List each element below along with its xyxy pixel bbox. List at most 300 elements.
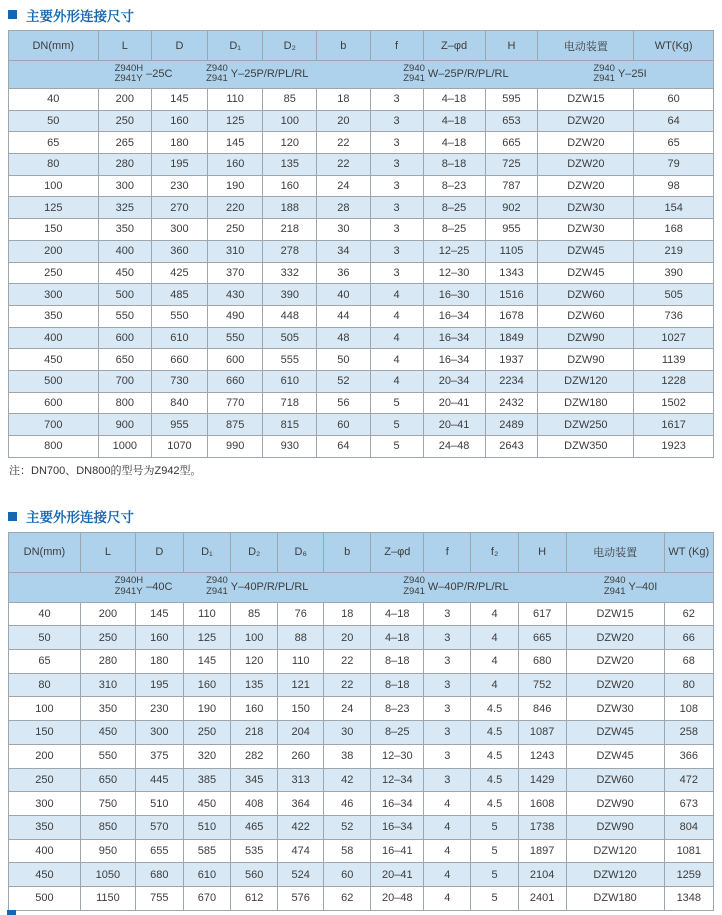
table-cell: 195: [135, 673, 183, 697]
section-title-text: 主要外形连接尺寸: [26, 8, 134, 24]
table-cell: 4–18: [423, 110, 485, 132]
table-cell: 650: [98, 349, 152, 371]
table-cell: 840: [152, 392, 208, 414]
table-cell: 280: [80, 650, 135, 674]
table-cell: 500: [9, 886, 81, 910]
section-title-text: 主要外形连接尺寸: [26, 510, 134, 526]
table-cell: 755: [135, 886, 183, 910]
column-header: 电动装置: [538, 31, 634, 61]
table-cell: 22: [324, 650, 371, 674]
table-cell: 4.5: [471, 744, 518, 768]
table-cell: 474: [278, 839, 324, 863]
table-cell: 1081: [664, 839, 713, 863]
table-cell: 1087: [518, 721, 566, 745]
table-cell: 655: [135, 839, 183, 863]
table-cell: 204: [278, 721, 324, 745]
table-cell: 2104: [518, 863, 566, 887]
dimensions-table-pn25: [8, 30, 714, 458]
column-header: L: [80, 532, 135, 572]
table-cell: 125: [9, 197, 99, 219]
table-cell: 1429: [518, 768, 566, 792]
table-cell: 38: [324, 744, 371, 768]
table-cell: 900: [98, 414, 152, 436]
model-designation-row: [9, 572, 714, 602]
model-code: Z940: [603, 575, 626, 587]
table-note: 注：DN700、DN800的型号为Z942型。: [9, 464, 202, 477]
table-cell: 902: [485, 197, 538, 219]
table-cell: 66: [664, 626, 713, 650]
table-cell: 50: [9, 110, 99, 132]
table-cell: DZW350: [538, 436, 634, 458]
table-cell: 4: [370, 284, 423, 306]
table-cell: 200: [9, 240, 99, 262]
column-header: H: [485, 31, 538, 61]
table-cell: 8–25: [423, 197, 485, 219]
table-cell: 4.5: [471, 697, 518, 721]
table-cell: 160: [183, 673, 230, 697]
table-cell: 846: [518, 697, 566, 721]
table-cell: 5: [370, 414, 423, 436]
table-cell: DZW20: [566, 650, 664, 674]
model-designation-row: [9, 61, 714, 89]
table-cell: 550: [80, 744, 135, 768]
table-cell: 660: [207, 370, 263, 392]
table-cell: 219: [634, 240, 714, 262]
table-cell: 20–41: [371, 863, 424, 887]
table-cell: 673: [664, 792, 713, 816]
table-cell: 168: [634, 219, 714, 241]
column-header: b: [324, 532, 371, 572]
table-cell: 85: [231, 602, 278, 626]
table-cell: 325: [98, 197, 152, 219]
table-cell: 1243: [518, 744, 566, 768]
table-cell: 450: [183, 792, 230, 816]
model-code: Z941: [206, 586, 228, 598]
table-cell: 18: [324, 602, 371, 626]
table-cell: 1050: [80, 863, 135, 887]
table-cell: 400: [98, 240, 152, 262]
table-cell: 64: [317, 436, 371, 458]
table-cell: 445: [135, 768, 183, 792]
table-cell: 524: [278, 863, 324, 887]
table-cell: 20: [317, 110, 371, 132]
table-cell: 20: [324, 626, 371, 650]
table-row: [9, 305, 714, 327]
next-section-bullet-icon: [7, 910, 16, 915]
table-cell: 850: [80, 815, 135, 839]
section-pn40: [8, 508, 714, 911]
table-cell: 600: [98, 327, 152, 349]
column-header: L: [98, 31, 152, 61]
table-cell: 725: [485, 154, 538, 176]
table-cell: 4.5: [471, 721, 518, 745]
table-cell: 375: [135, 744, 183, 768]
table-cell: 52: [324, 815, 371, 839]
table-cell: 510: [183, 815, 230, 839]
table-cell: 8–23: [423, 175, 485, 197]
table-cell: 160: [231, 697, 278, 721]
column-header: DN(mm): [9, 532, 81, 572]
model-suffix: W–40P/R/PL/RL: [427, 581, 509, 594]
table-cell: 24–48: [423, 436, 485, 458]
table-cell: 154: [634, 197, 714, 219]
table-cell: 8–25: [423, 219, 485, 241]
table-cell: 5: [471, 815, 518, 839]
column-header: b: [317, 31, 371, 61]
table-cell: 448: [263, 305, 317, 327]
table-cell: 510: [135, 792, 183, 816]
table-cell: 313: [278, 768, 324, 792]
table-cell: 660: [152, 349, 208, 371]
table-row: [9, 863, 714, 887]
model-code: Z941: [603, 586, 626, 598]
column-header: D₂: [231, 532, 278, 572]
table-cell: 3: [424, 768, 471, 792]
model-designation: [593, 64, 646, 86]
table-row: [9, 721, 714, 745]
column-header: D: [152, 31, 208, 61]
table-cell: 576: [278, 886, 324, 910]
model-designation: [115, 64, 173, 86]
table-cell: 300: [152, 219, 208, 241]
table-cell: 1617: [634, 414, 714, 436]
table-cell: 79: [634, 154, 714, 176]
table-cell: 160: [207, 154, 263, 176]
table-cell: 218: [231, 721, 278, 745]
model-designation: [206, 576, 308, 598]
table-cell: 550: [152, 305, 208, 327]
catalog-page: [0, 6, 722, 911]
model-code: Z941Y: [114, 73, 143, 85]
column-header: f₂: [471, 532, 518, 572]
table-cell: 125: [183, 626, 230, 650]
table-cell: 390: [263, 284, 317, 306]
table-cell: 1000: [98, 436, 152, 458]
table-cell: 34: [317, 240, 371, 262]
table-cell: 180: [135, 650, 183, 674]
table-cell: 350: [80, 697, 135, 721]
table-cell: DZW120: [566, 839, 664, 863]
table-cell: 145: [135, 602, 183, 626]
table-cell: 150: [9, 721, 81, 745]
table-cell: 52: [317, 370, 371, 392]
table-cell: 278: [263, 240, 317, 262]
table-cell: 3: [370, 219, 423, 241]
table-cell: 12–34: [371, 768, 424, 792]
model-suffix: Y–25P/R/PL/RL: [230, 68, 309, 81]
table-cell: 3: [424, 697, 471, 721]
table-cell: DZW20: [538, 154, 634, 176]
table-cell: 85: [263, 89, 317, 111]
table-cell: 12–25: [423, 240, 485, 262]
model-suffix: W–25P/R/PL/RL: [427, 68, 509, 81]
table-cell: 65: [9, 132, 99, 154]
table-row: [9, 414, 714, 436]
table-cell: 20–48: [371, 886, 424, 910]
table-cell: 3: [424, 744, 471, 768]
table-cell: 610: [263, 370, 317, 392]
table-cell: 400: [9, 839, 81, 863]
table-cell: 730: [152, 370, 208, 392]
table-cell: 653: [485, 110, 538, 132]
table-cell: 46: [324, 792, 371, 816]
table-cell: DZW20: [566, 626, 664, 650]
table-cell: 718: [263, 392, 317, 414]
table-cell: 366: [664, 744, 713, 768]
table-cell: 12–30: [423, 262, 485, 284]
table-cell: 585: [183, 839, 230, 863]
table-cell: 80: [664, 673, 713, 697]
table-cell: 752: [518, 673, 566, 697]
table-cell: 4: [370, 349, 423, 371]
table-cell: DZW20: [538, 132, 634, 154]
table-cell: 270: [152, 197, 208, 219]
table-cell: 65: [9, 650, 81, 674]
model-designation: [115, 576, 173, 598]
table-cell: 680: [518, 650, 566, 674]
model-designation: [403, 576, 508, 598]
table-cell: DZW30: [538, 197, 634, 219]
table-cell: 680: [135, 863, 183, 887]
table-cell: 600: [9, 392, 99, 414]
table-cell: 300: [9, 284, 99, 306]
table-cell: 2432: [485, 392, 538, 414]
table-cell: 3: [424, 626, 471, 650]
table-cell: 121: [278, 673, 324, 697]
table-row: [9, 219, 714, 241]
table-cell: 110: [183, 602, 230, 626]
table-cell: 665: [518, 626, 566, 650]
table-cell: 4: [370, 370, 423, 392]
table-cell: 180: [152, 132, 208, 154]
model-code: Z941: [206, 73, 228, 85]
table-cell: 8–18: [371, 673, 424, 697]
table-cell: 390: [634, 262, 714, 284]
table-row: [9, 197, 714, 219]
table-cell: 258: [664, 721, 713, 745]
table-cell: 5: [471, 886, 518, 910]
table-cell: 1678: [485, 305, 538, 327]
model-code: Z940: [206, 62, 228, 74]
table-cell: DZW90: [566, 792, 664, 816]
model-designation: [403, 64, 508, 86]
table-cell: 60: [317, 414, 371, 436]
table-cell: 80: [9, 154, 99, 176]
header-row: [9, 532, 714, 572]
table-cell: 100: [231, 626, 278, 650]
table-cell: 56: [317, 392, 371, 414]
table-cell: 450: [80, 721, 135, 745]
header-row: [9, 31, 714, 61]
table-cell: 1139: [634, 349, 714, 371]
table-cell: 4: [471, 626, 518, 650]
table-cell: 505: [634, 284, 714, 306]
table-cell: 4–18: [371, 602, 424, 626]
table-cell: 8–18: [423, 154, 485, 176]
table-cell: 135: [231, 673, 278, 697]
table-cell: DZW250: [538, 414, 634, 436]
table-cell: 1027: [634, 327, 714, 349]
table-cell: 280: [98, 154, 152, 176]
model-code: Z941: [403, 586, 425, 598]
table-cell: 364: [278, 792, 324, 816]
table-cell: 2401: [518, 886, 566, 910]
table-cell: 595: [485, 89, 538, 111]
table-cell: 8–18: [371, 650, 424, 674]
column-header: D₂: [263, 31, 317, 61]
model-code: Z940: [206, 575, 228, 587]
column-header: Z–φd: [371, 532, 424, 572]
table-cell: 24: [317, 175, 371, 197]
table-cell: 875: [207, 414, 263, 436]
table-cell: 505: [263, 327, 317, 349]
column-header: D: [135, 532, 183, 572]
table-cell: 500: [98, 284, 152, 306]
table-cell: 3: [370, 197, 423, 219]
table-row: [9, 744, 714, 768]
table-cell: 145: [183, 650, 230, 674]
table-cell: 42: [324, 768, 371, 792]
table-cell: 218: [263, 219, 317, 241]
column-header: WT(Kg): [634, 31, 714, 61]
table-cell: 550: [98, 305, 152, 327]
table-row: [9, 697, 714, 721]
table-row: [9, 154, 714, 176]
table-cell: 150: [278, 697, 324, 721]
table-row: [9, 436, 714, 458]
table-cell: 612: [231, 886, 278, 910]
table-cell: 16–34: [423, 305, 485, 327]
table-cell: DZW30: [566, 697, 664, 721]
table-cell: 600: [207, 349, 263, 371]
table-cell: 770: [207, 392, 263, 414]
table-cell: 100: [263, 110, 317, 132]
column-header: H: [518, 532, 566, 572]
table-cell: 408: [231, 792, 278, 816]
table-cell: DZW45: [566, 744, 664, 768]
table-row: [9, 327, 714, 349]
table-cell: 610: [152, 327, 208, 349]
table-row: [9, 886, 714, 910]
table-cell: 320: [183, 744, 230, 768]
table-cell: 160: [152, 110, 208, 132]
table-cell: 1738: [518, 815, 566, 839]
table-cell: 617: [518, 602, 566, 626]
table-cell: 1502: [634, 392, 714, 414]
table-cell: 450: [98, 262, 152, 284]
table-cell: 350: [9, 305, 99, 327]
table-cell: 370: [207, 262, 263, 284]
table-cell: 60: [634, 89, 714, 111]
table-cell: 736: [634, 305, 714, 327]
column-header: Z–φd: [423, 31, 485, 61]
table-cell: 30: [317, 219, 371, 241]
table-cell: DZW180: [538, 392, 634, 414]
table-cell: 16–34: [423, 327, 485, 349]
model-suffix: Y–40I: [628, 581, 658, 594]
table-cell: 4: [424, 815, 471, 839]
table-row: [9, 839, 714, 863]
table-row: [9, 370, 714, 392]
model-code: Z941: [593, 73, 615, 85]
table-cell: 60: [324, 863, 371, 887]
table-cell: DZW45: [566, 721, 664, 745]
table-cell: 250: [183, 721, 230, 745]
table-cell: 100: [9, 175, 99, 197]
table-cell: 422: [278, 815, 324, 839]
table-cell: 120: [231, 650, 278, 674]
table-cell: 58: [324, 839, 371, 863]
table-cell: 425: [152, 262, 208, 284]
table-cell: 190: [183, 697, 230, 721]
column-header: D₁: [183, 532, 230, 572]
model-suffix: –40C: [146, 581, 173, 594]
table-cell: 76: [278, 602, 324, 626]
table-cell: 430: [207, 284, 263, 306]
table-cell: 700: [9, 414, 99, 436]
column-header: D₆: [278, 532, 324, 572]
section-title: [8, 6, 714, 23]
table-cell: 250: [207, 219, 263, 241]
table-cell: 1516: [485, 284, 538, 306]
table-cell: 750: [80, 792, 135, 816]
model-suffix: Y–25I: [617, 68, 647, 81]
table-cell: 5: [471, 839, 518, 863]
table-row: [9, 132, 714, 154]
model-designation: [206, 64, 308, 86]
dimensions-table-pn40: [8, 532, 714, 911]
table-cell: 485: [152, 284, 208, 306]
table-cell: 98: [634, 175, 714, 197]
table-cell: 230: [135, 697, 183, 721]
section-pn25: [8, 6, 714, 477]
table-cell: 787: [485, 175, 538, 197]
model-designation: [604, 576, 657, 598]
table-cell: 1923: [634, 436, 714, 458]
table-row: [9, 792, 714, 816]
table-cell: 120: [263, 132, 317, 154]
table-cell: 3: [370, 132, 423, 154]
table-cell: 535: [231, 839, 278, 863]
table-cell: 12–30: [371, 744, 424, 768]
table-cell: 610: [183, 863, 230, 887]
table-cell: DZW60: [538, 284, 634, 306]
table-cell: 2489: [485, 414, 538, 436]
table-cell: DZW180: [566, 886, 664, 910]
table-cell: DZW120: [538, 370, 634, 392]
model-suffix: Y–40P/R/PL/RL: [230, 581, 309, 594]
table-cell: 310: [80, 673, 135, 697]
model-suffix: –25C: [146, 68, 173, 81]
table-cell: 310: [207, 240, 263, 262]
table-cell: 500: [9, 370, 99, 392]
table-cell: 3: [424, 673, 471, 697]
table-cell: DZW45: [538, 240, 634, 262]
table-cell: DZW60: [566, 768, 664, 792]
table-cell: 990: [207, 436, 263, 458]
table-cell: 145: [207, 132, 263, 154]
table-cell: 1259: [664, 863, 713, 887]
table-cell: DZW15: [538, 89, 634, 111]
table-cell: 22: [324, 673, 371, 697]
table-cell: 145: [152, 89, 208, 111]
table-cell: 20–41: [423, 414, 485, 436]
model-code: Z941Y: [114, 586, 143, 598]
table-cell: 2234: [485, 370, 538, 392]
table-cell: 18: [317, 89, 371, 111]
table-cell: 4: [471, 602, 518, 626]
table-row: [9, 768, 714, 792]
